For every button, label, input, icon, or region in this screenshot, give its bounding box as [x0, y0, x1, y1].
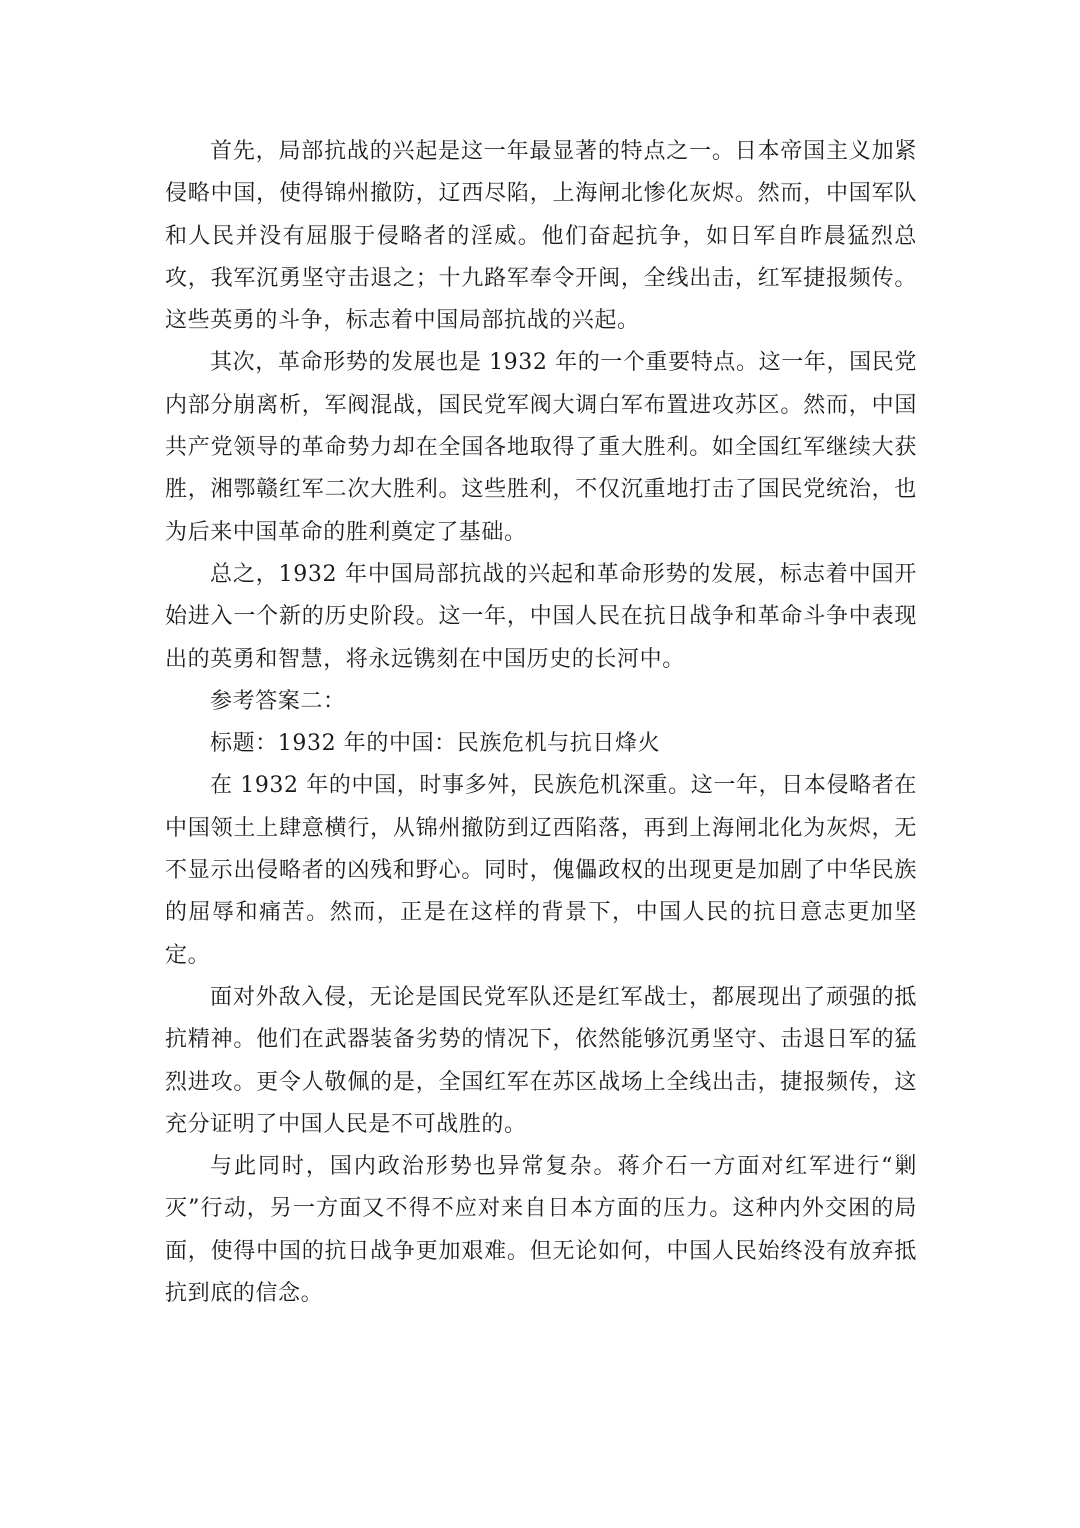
- document-body: [165, 131, 917, 1315]
- paragraph-resistance: 面对外敌入侵，无论是国民党军队还是红军战士，都展现出了顽强的抵抗精神。他们在武器装备劣势的情况下，依然能够沉勇坚守、击退日军的猛烈进攻。更令人敬佩的是，全国红军在苏区战场上全线出击，捷报频传，这充分证明了中国人民是不可战胜的。: [165, 984, 917, 1137]
- paragraph-first-point: 首先，局部抗战的兴起是这一年最显著的特点之一。日本帝国主义加紧侵略中国，使得锦州撤防，辽西尽陷，上海闸北惨化灰烬。然而，中国军队和人民并没有屈服于侵略者的淫威。他们奋起抗争，如日军自昨晨猛烈总攻，我军沉勇坚守击退之；十九路军奉令开闽，全线出击，红军捷报频传。这些英勇的斗争，标志着中国局部抗战的兴起。: [165, 139, 917, 334]
- paragraph-national-crisis: 在 1932 年的中国，时事多舛，民族危机深重。这一年，日本侵略者在中国领土上肆意横行，从锦州撤防到辽西陷落，再到上海闸北化为灰烬，无不显示出侵略者的凶残和野心。同时，傀儡政权的出现更是加剧了中华民族的屈辱和痛苦。然而，正是在这样的背景下，中国人民的抗日意志更加坚定。: [165, 773, 917, 968]
- reference-answer-heading: 参考答案二：: [210, 688, 346, 714]
- paragraph-conclusion: 总之，1932 年中国局部抗战的兴起和革命形势的发展，标志着中国开始进入一个新的历史阶段。这一年，中国人民在抗日战争和革命斗争中表现出的英勇和智慧，将永远镌刻在中国历史的长河中。: [165, 561, 917, 672]
- paragraph-second-point: 其次，革命形势的发展也是 1932 年的一个重要特点。这一年，国民党内部分崩离析，军阀混战，国民党军阀大调白军布置进攻苏区。然而，中国共产党领导的革命势力却在全国各地取得了重大胜利。如全国红军继续大获胜，湘鄂赣红军二次大胜利。这些胜利，不仅沉重地打击了国民党统治，也为后来中国革命的胜利奠定了基础。: [165, 350, 917, 545]
- essay-title: 标题：1932 年的中国：民族危机与抗日烽火: [210, 731, 661, 757]
- paragraph-political-situation: 与此同时，国内政治形势也异常复杂。蒋介石一方面对红军进行“剿灭”行动，另一方面又不得不应对来自日本方面的压力。这种内外交困的局面，使得中国的抗日战争更加艰难。但无论如何，中国人民始终没有放弃抵抗到底的信念。: [165, 1154, 917, 1307]
